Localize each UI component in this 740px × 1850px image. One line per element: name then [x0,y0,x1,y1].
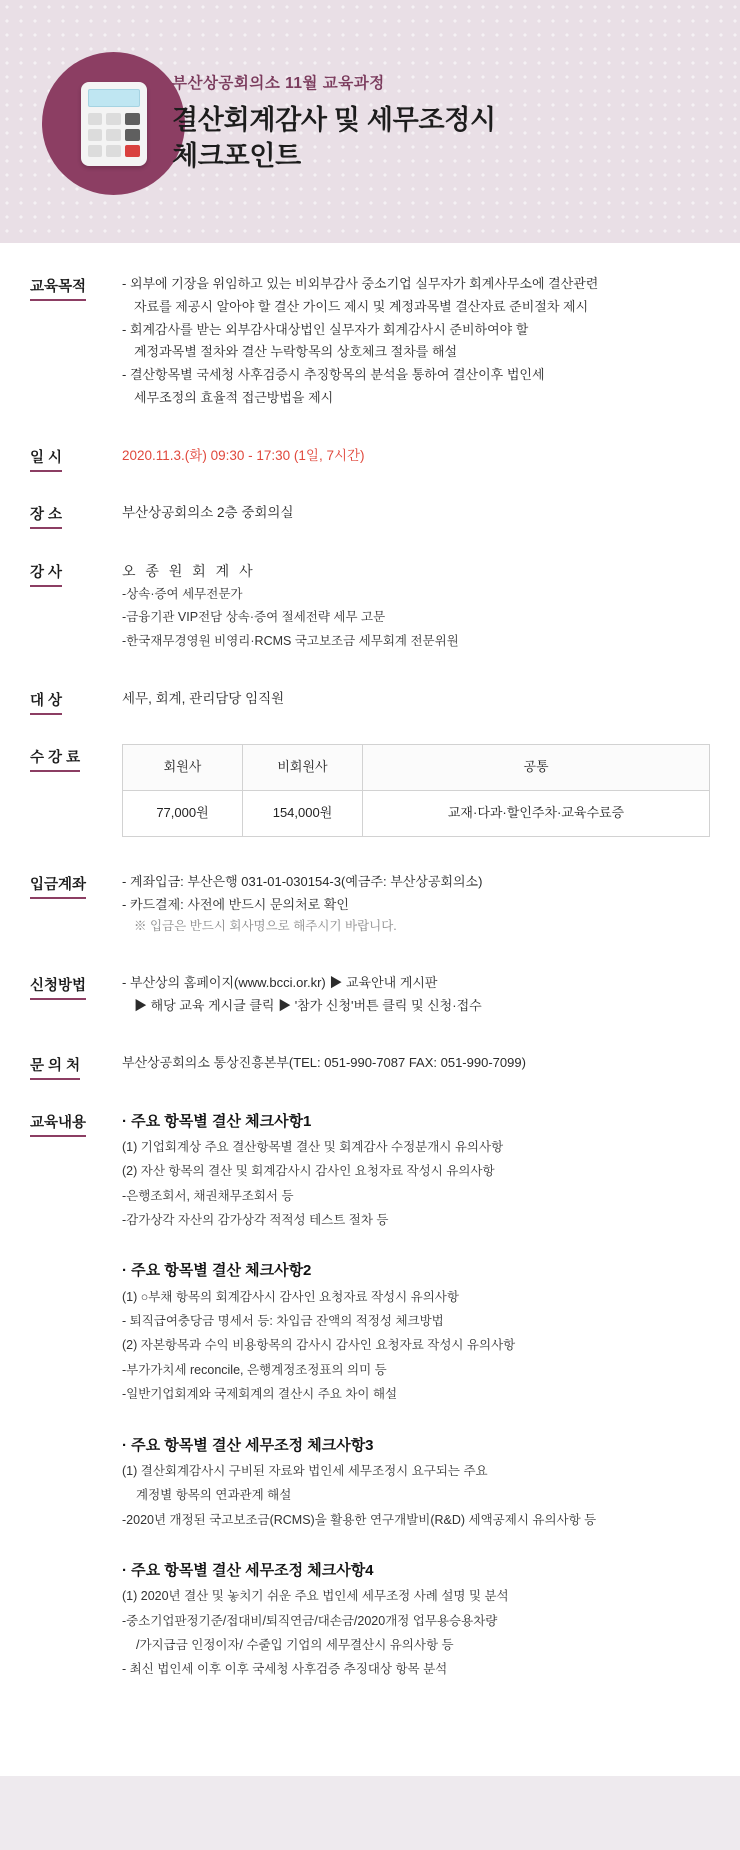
curriculum-line: (1) 결산회계감사시 구비된 자료와 법인세 세무조정시 요구되는 주요 [122,1463,488,1478]
section-label [30,972,122,1018]
section-label [30,871,122,938]
date-body [122,444,710,468]
curriculum-heading: · 주요 항목별 결산 체크사항1 [122,1112,312,1130]
label-text: 대 상 [30,689,62,710]
curriculum-heading: · 주요 항목별 결산 세무조정 체크사항3 [122,1436,374,1454]
section-label [30,559,122,653]
place-value: 부산상공회의소 2층 중회의실 [122,505,294,521]
table-header-cell: 회원사 [123,745,243,791]
section-curriculum [0,1109,740,1708]
curriculum-lines [122,1584,710,1682]
target-value: 세무, 회계, 관리담당 임직원 [122,690,285,706]
section-objective [0,273,740,410]
label-text: 수 강 료 [30,746,80,767]
section-target [0,687,740,711]
objective-line: 계정과목별 절차와 결산 누락항목의 상호체크 절차를 해설 [134,344,458,360]
table-header-cell: 공통 [363,745,710,791]
curriculum-lines [122,1285,710,1407]
curriculum-heading: · 주요 항목별 결산 세무조정 체크사항4 [122,1561,374,1579]
fee-body [122,744,710,837]
label-text: 문 의 처 [30,1054,80,1075]
apply-line: - 부산상의 홈페이지(www.bcci.or.kr) ▶ 교육안내 게시판 [122,975,438,991]
table-row [123,791,710,837]
lecturer-item: -상속·증여 세무전문가 [122,587,243,602]
account-note: ※ 입금은 반드시 회사명으로 해주시기 바랍니다. [134,919,397,934]
lecturer-item: -금융기관 VIP전담 상속·증여 절세전략 세무 고문 [122,610,386,625]
section-label [30,1052,122,1075]
curriculum-heading: · 주요 항목별 결산 체크사항2 [122,1262,312,1280]
curriculum-line: (1) 2020년 결산 및 놓치기 쉬운 주요 법인세 세무조정 사례 설명 및 분석 [122,1589,509,1604]
contact-body [122,1052,710,1075]
section-date [0,444,740,468]
label-text: 신청방법 [30,974,86,995]
curriculum-block [122,1109,710,1233]
curriculum-lines [122,1459,710,1532]
lecturer-name: 오 종 원 회 계 사 [122,562,256,579]
header-banner [0,0,740,243]
section-label [30,1109,122,1708]
label-text: 입금계좌 [30,873,86,894]
objective-line: 자료를 제공시 알아야 할 결산 가이드 제시 및 계정과목별 결산자료 준비절차 제시 [134,298,589,314]
curriculum-line: -감가상각 자산의 감가상각 적적성 테스트 절차 등 [122,1213,389,1227]
objective-line: - 회계감사를 받는 외부감사대상법인 실무자가 회계감사시 준비하여야 할 [122,321,529,337]
section-account [0,871,740,938]
curriculum-line: -은행조회서, 채권채무조회서 등 [122,1188,294,1203]
contact-value: 부산상공회의소 통상진흥본부(TEL: 051-990-7087 FAX: 051-990-7099) [122,1054,526,1070]
label-text: 강 사 [30,561,62,582]
curriculum-line: -부가가치세 reconcile, 은행계정조정표의 의미 등 [122,1362,387,1377]
objective-line: - 외부에 기장을 위임하고 있는 비외부감사 중소기업 실무자가 회계사무소에 결산관련 [122,276,599,291]
content [0,243,740,1776]
page-title-line1: 결산회계감사 및 세무조정시 [172,105,496,136]
header-kicker: 부산상공회의소 11월 교육과정 [172,75,385,93]
table-cell: 교재·다과·할인주차·교육수료증 [363,791,710,837]
curriculum-line: (2) 자본항목과 수익 비용항목의 감사시 감사인 요청자료 작성시 유의사항 [122,1338,516,1353]
section-label [30,273,122,410]
account-body [122,871,710,938]
lecturer-item: -한국재무경영원 비영리·RCMS 국고보조금 세무회계 전문위원 [122,633,459,648]
curriculum-line: (1) 기업회계상 주요 결산항목별 결산 및 회계감사 수정분개시 유의사항 [122,1139,504,1154]
curriculum-block [122,1433,710,1532]
label-text: 교육내용 [30,1111,86,1132]
objective-line: 세무조정의 효율적 접근방법을 제시 [134,389,334,405]
apply-line: ▶ 해당 교육 게시글 클릭 ▶ '참가 신청'버튼 클릭 및 신청·접수 [134,997,482,1013]
section-apply [0,972,740,1018]
label-text: 일 시 [30,446,62,467]
section-fee [0,744,740,837]
curriculum-lines [122,1135,710,1233]
curriculum-line: /가지급금 인정이자/ 수줄입 기업의 세무결산시 유의사항 등 [136,1637,454,1652]
fee-table [122,744,710,837]
account-line: - 계좌입금: 부산은행 031-01-030154-3(예금주: 부산상공회의소) [122,873,483,889]
table-header-cell: 비회원사 [243,745,363,791]
objective-line: - 결산항목별 국세청 사후검증시 추징항목의 분석을 통하여 결산이후 법인세 [122,367,545,382]
curriculum-block [122,1558,710,1682]
objective-body [122,273,710,410]
section-contact [0,1052,740,1075]
lecturer-body [122,559,710,653]
label-text: 교육목적 [30,275,86,296]
table-cell: 77,000원 [123,791,243,837]
date-value: 2020.11.3.(화) 09:30 - 17:30 (1일, 7시간) [122,447,365,463]
curriculum-line: - 퇴직급여충당금 명세서 등: 차입금 잔액의 적정성 체크방법 [122,1314,444,1328]
curriculum-line: -일반기업회계와 국제회계의 결산시 주요 차이 해설 [122,1387,398,1402]
account-line: - 카드결제: 사전에 반드시 문의처로 확인 [122,896,349,912]
curriculum-line: 계정별 항목의 연과관계 해설 [136,1488,292,1503]
curriculum-line: (2) 자산 항목의 결산 및 회계감사시 감사인 요청자료 작성시 유의사항 [122,1164,495,1179]
place-body [122,501,710,525]
section-lecturer [0,559,740,653]
page-title [172,103,496,174]
curriculum-block [122,1258,710,1406]
label-text: 장 소 [30,503,62,524]
curriculum-line: -2020년 개정된 국고보조금(RCMS)을 활용한 연구개발비(R&D) 세액공제시 유의사항 등 [122,1512,597,1527]
table-cell: 154,000원 [243,791,363,837]
table-header-row [123,745,710,791]
curriculum-line: (1) ○부채 항목의 회계감사시 감사인 요청자료 작성시 유의사항 [122,1289,459,1304]
apply-body [122,972,710,1018]
curriculum-line: - 최신 법인세 이후 이후 국세청 사후검증 추징대상 항목 분석 [122,1662,448,1677]
section-label [30,444,122,468]
section-label [30,501,122,525]
curriculum-body [122,1109,710,1708]
section-label [30,744,122,837]
section-label [30,687,122,711]
target-body [122,687,710,711]
section-place [0,501,740,525]
curriculum-line: -중소기업판정기준/접대비/퇴직연금/대손금/2020개정 업무용승용차량 [122,1613,498,1628]
page-title-line2: 체크포인트 [172,141,301,171]
